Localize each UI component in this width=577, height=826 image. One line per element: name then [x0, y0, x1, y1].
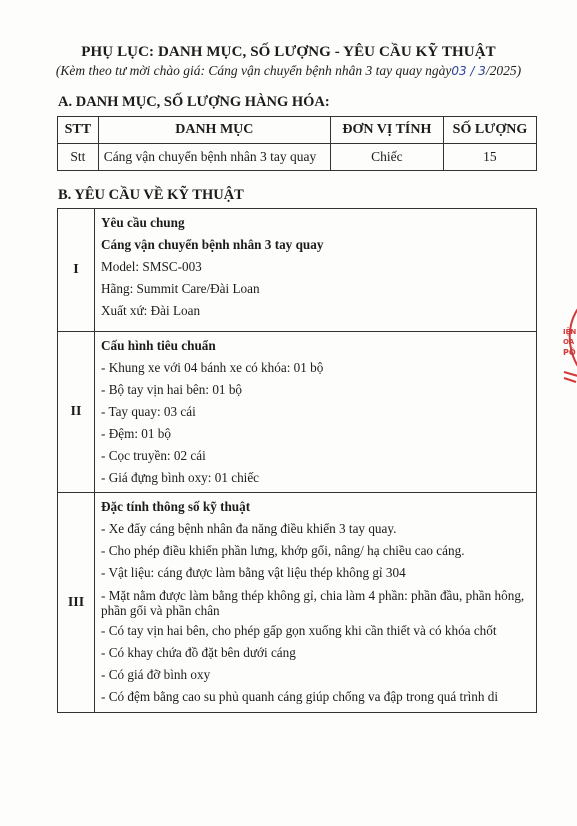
row-heading: Cấu hình tiêu chuẩn — [101, 338, 216, 353]
list-item: - Khung xe với 04 bánh xe có khóa: 01 bộ — [101, 360, 324, 375]
table-row — [58, 144, 537, 171]
row-content — [95, 332, 537, 493]
origin-line: Xuất xứ: Đài Loan — [101, 303, 201, 318]
section-a-heading: A. DANH MỤC, SỐ LƯỢNG HÀNG HÓA: — [58, 94, 330, 110]
list-item: - Có giá đỡ bình oxy — [101, 667, 211, 682]
goods-table-header — [58, 117, 537, 144]
list-item: - Xe đẩy cáng bệnh nhân đa năng điều khiển 3 tay quay. — [101, 521, 397, 536]
model-line: Model: SMSC-003 — [101, 259, 202, 274]
table-row — [58, 332, 537, 493]
list-item: - Bộ tay vịn hai bên: 01 bộ — [101, 382, 243, 397]
stamp-text-1: IỆN — [563, 328, 577, 336]
row-number: II — [58, 332, 95, 493]
col-item: DANH MỤC — [98, 117, 330, 144]
document-subtitle — [0, 63, 577, 79]
row-content — [95, 493, 537, 713]
row-number: I — [58, 209, 95, 332]
section-b-heading: B. YÊU CẦU VỀ KỸ THUẬT — [58, 187, 244, 203]
list-item: - Mặt nằm được làm bằng thép không gỉ, chia làm 4 phần: phần đầu, phần hông, phần gối và phần chân — [101, 588, 525, 618]
subtitle-suffix: /2025) — [485, 63, 522, 78]
cell-stt: Stt — [58, 144, 99, 171]
row-number: III — [58, 493, 95, 713]
cell-unit: Chiếc — [330, 144, 443, 171]
list-item: - Có tay vịn hai bên, cho phép gấp gọn xuống khi cần thiết và có khóa chốt — [101, 623, 497, 638]
col-unit: ĐƠN VỊ TÍNH — [330, 117, 443, 144]
product-name: Cáng vận chuyển bệnh nhân 3 tay quay — [101, 237, 324, 252]
list-item: - Có khay chứa đồ đặt bên dưới cáng — [101, 645, 296, 660]
row-content — [95, 209, 537, 332]
row-heading: Đặc tính thông số kỹ thuật — [101, 499, 251, 514]
list-item: - Tay quay: 03 cái — [101, 404, 196, 419]
table-row — [58, 209, 537, 332]
brand-line: Hãng: Summit Care/Đài Loan — [101, 281, 260, 296]
red-stamp-fragment — [560, 292, 577, 392]
subtitle-prefix: (Kèm theo tư mời chào giá: Cáng vận chuyển bệnh nhân 3 tay quay ngày — [55, 63, 452, 78]
goods-table — [57, 116, 537, 171]
row-heading: Yêu cầu chung — [101, 215, 185, 230]
document-title: PHỤ LỤC: DANH MỤC, SỐ LƯỢNG - YÊU CẦU KỸ THUẬT — [81, 44, 496, 60]
list-item: - Cọc truyền: 02 cái — [101, 448, 206, 463]
table-row — [58, 493, 537, 713]
cell-item: Cáng vận chuyển bệnh nhân 3 tay quay — [98, 144, 330, 171]
stamp-text-2: OA — [563, 338, 575, 346]
list-item: - Vật liệu: cáng được làm bằng vật liệu thép không gỉ 304 — [101, 565, 406, 580]
col-stt: STT — [58, 117, 99, 144]
list-item: - Đệm: 01 bộ — [101, 426, 171, 441]
technical-requirements-table — [57, 208, 537, 713]
col-qty: SỐ LƯỢNG — [443, 117, 536, 144]
list-item: - Giá đựng bình oxy: 01 chiếc — [101, 470, 260, 485]
stamp-text-3: PÔ — [563, 348, 576, 357]
list-item: - Có đệm bằng cao su phủ quanh cáng giúp chống va đập trong quá trình di — [101, 689, 499, 704]
handwritten-date: 03 / 3 — [451, 64, 486, 78]
list-item: - Cho phép điều khiển phần lưng, khớp gối, nâng/ hạ chiều cao cáng. — [101, 543, 465, 558]
cell-qty: 15 — [443, 144, 536, 171]
